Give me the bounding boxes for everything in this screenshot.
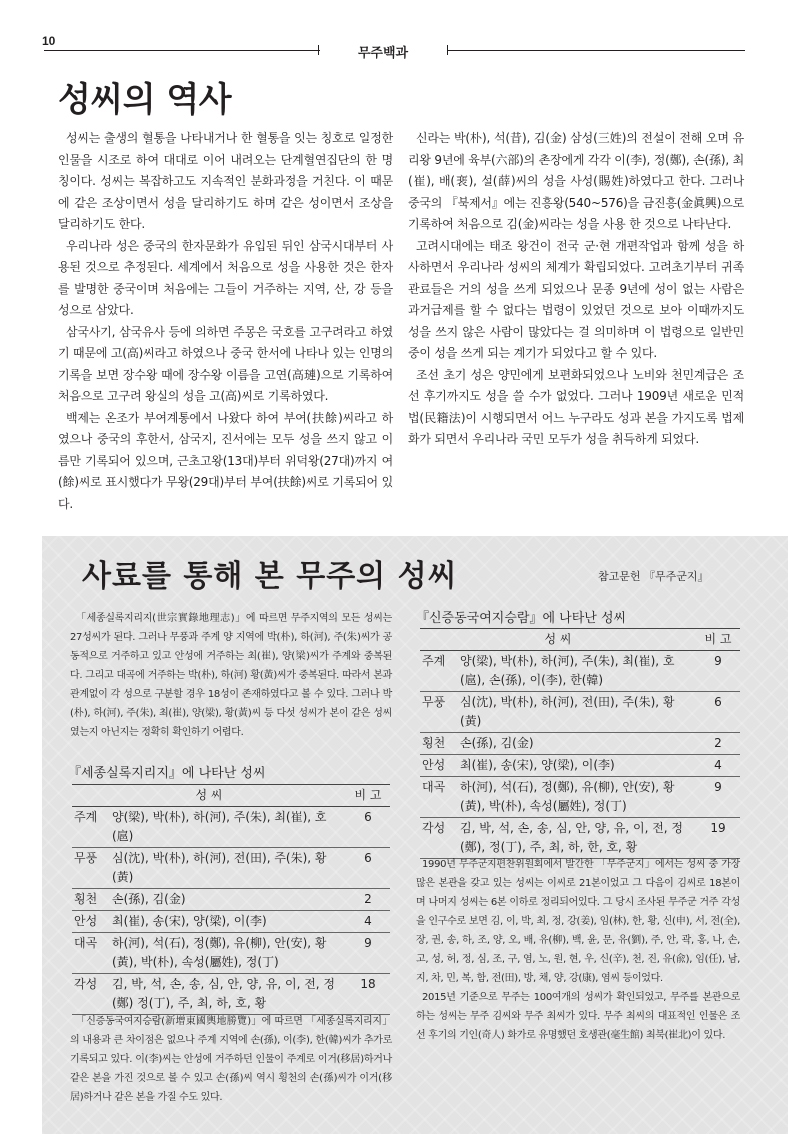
surname-cell: 양(梁), 박(朴), 하(河), 주(朱), 최(崔), 호(扈) xyxy=(112,810,327,843)
box-title: 사료를 통해 본 무주의 성씨 xyxy=(82,559,458,594)
box-paragraph: 「신증동국여지승람(新增東國輿地勝覽)」에 따르면 「세종실록지리지」의 내용과 큰 차이점은 없으나 주계 지역에 손(孫), 이(李), 한(韓)씨가 추가로 기록되고 있다. 이(李)씨는 안성에 거주하던 인물이 주계로 이거(移居)하거나 같은 본을 가진 것으로 볼 수 있고 손(孫)씨 역시 횡천의 손(孫)씨가 이거(移居)하거나 같은 본을 가질 수도 있다. xyxy=(70,1016,392,1103)
region-cell: 횡천 xyxy=(74,892,98,906)
count-cell: 19 xyxy=(710,821,726,835)
surname-cell: 김, 박, 석, 손, 송, 심, 안, 양, 유, 이, 전, 정(鄭), 정(丁), 주, 최, 하, 한, 호, 황 xyxy=(460,821,684,854)
surname-cell: 김, 박, 석, 손, 송, 심, 안, 양, 유, 이, 전, 정(鄭) 정(丁), 주, 최, 하, 호, 황 xyxy=(112,977,336,1010)
table1-title: 『세종실록지리지』에 나타난 성씨 xyxy=(68,766,266,781)
table-header-note: 비 고 xyxy=(346,785,390,807)
box-paragraph: 2015년 기준으로 무주는 100여개의 성씨가 확인되었고, 무주를 본관으로 하는 성씨는 무주 김씨와 무주 최씨가 있다. 무주 최씨의 대표적인 인물은 조선 후기의 기인(奇人) 화가로 유명했던 호생관(毫生館) 최북(崔北)이 있다. xyxy=(416,992,740,1041)
box-left-intro xyxy=(70,609,392,742)
table-header-row xyxy=(420,629,740,651)
box-left-outro xyxy=(70,1012,392,1107)
article-right-column xyxy=(408,128,744,451)
table-row xyxy=(420,755,740,777)
count-cell: 6 xyxy=(364,851,372,865)
surname-cell: 양(梁), 박(朴), 하(河), 주(朱), 최(崔), 호(扈), 손(孫), 이(李), 한(韓) xyxy=(460,654,675,687)
surname-cell: 최(崔), 송(宋), 양(梁), 이(李) xyxy=(112,914,267,928)
region-cell: 주계 xyxy=(422,654,446,668)
table-header-surname: 성 씨 xyxy=(72,785,346,807)
surname-cell: 심(沈), 박(朴), 하(河), 전(田), 주(朱), 황(黃) xyxy=(112,851,327,884)
article-paragraph: 조선 초기 성은 양민에게 보편화되었으나 노비와 천민계급은 조선 후기까지도 성을 쓸 수가 없었다. 그러나 1909년 새로운 민적법(民籍法)이 시행되면서 어느 누구라도 성과 본을 가지도록 법제화가 되면서 우리나라 국민 모두가 성을 취득하게 되었다. xyxy=(408,367,744,446)
region-cell: 횡천 xyxy=(422,736,446,750)
count-cell: 9 xyxy=(714,654,722,668)
surname-cell: 손(孫), 김(金) xyxy=(112,892,186,906)
surname-cell: 심(沈), 박(朴), 하(河), 전(田), 주(朱), 황(黃) xyxy=(460,695,675,728)
page-title: 성씨의 역사 xyxy=(58,80,232,120)
header-rule-right xyxy=(447,50,745,51)
table-row xyxy=(420,733,740,755)
region-cell: 무풍 xyxy=(422,695,446,709)
region-cell: 대곡 xyxy=(422,780,446,794)
count-cell: 2 xyxy=(364,892,372,906)
table1 xyxy=(72,784,390,1015)
article-paragraph: 성씨는 출생의 혈통을 나타내거나 한 혈통을 잇는 칭호로 일정한 인물을 시조로 하여 대대로 이어 내려오는 단계혈연집단의 한 명칭이다. 성씨는 복잡하고도 지속적인 분화과정을 거친다. 이 때문에 같은 조상이면서 성을 달리하기도 하며 같은 성이면서 조상을 달리하기도 한다. xyxy=(58,131,393,231)
count-cell: 6 xyxy=(364,810,372,824)
region-cell: 안성 xyxy=(74,914,98,928)
table-row xyxy=(420,818,740,859)
count-cell: 6 xyxy=(714,695,722,709)
box-paragraph: 「세종실록지리지(世宗實錄地理志)」에 따르면 무주지역의 모든 성씨는 27성씨가 된다. 그러나 무풍과 주계 양 지역에 박(朴), 하(河), 주(朱)씨가 공동적으로 거주하고 있고 안성에 거주하는 최(崔), 양(梁)씨가 주계와 중복된다. 그리고 대곡에 거주하는 박(朴), 하(河) 황(黃)씨가 중복된다. 따라서 본과 관계없이 각 성으로 구분할 경우 18성이 존재하였다고 볼 수 있다. 그러나 박(朴), 하(河), 주(朱), 최(崔), 양(梁), 황(黃)씨 등 다섯 성씨가 본이 같은 성씨였는지 아닌지는 정확히 확인하기 어렵다. xyxy=(70,613,392,738)
article-paragraph: 고려시대에는 태조 왕건이 전국 군·현 개편작업과 함께 성을 하사하면서 우리나라 성씨의 체계가 확립되었다. 고려초기부터 귀족 관료들은 거의 성을 쓰게 되었으나 문종 9년에 성이 없는 사람은 과거급제를 할 수 없다는 법령이 있었던 것으로 보아 이때까지도 성을 쓰지 않은 사람이 많았다는 걸 의미하며 이 법령으로 일반민중이 성을 쓰게 되는 계기가 되었다고 할 수 있다. xyxy=(408,238,744,360)
region-cell: 각성 xyxy=(422,821,446,835)
count-cell: 9 xyxy=(364,936,372,950)
table-row xyxy=(420,692,740,733)
page-number: 10 xyxy=(42,34,56,48)
table-row xyxy=(72,933,390,974)
table-row xyxy=(72,889,390,911)
surname-cell: 하(河), 석(石), 정(鄭), 유(柳), 안(安), 황(黃), 박(朴), 속성(屬姓), 정(丁) xyxy=(112,936,327,969)
box-right-text xyxy=(416,855,740,1045)
region-cell: 안성 xyxy=(422,758,446,772)
section-title: 무주백과 xyxy=(357,46,409,61)
table2-title: 『신증동국여지승람』에 나타난 성씨 xyxy=(416,611,627,626)
article-paragraph: 삼국사기, 삼국유사 등에 의하면 주몽은 국호를 고구려라고 하였기 때문에 고(高)씨라고 하였으나 중국 한서에 나타나 있는 인명의 기록을 보면 장수왕 때에 장수왕 이름을 고연(高璉)으로 기록하여 처음으로 고구려 왕실의 성을 고(高)씨로 기록하였다. xyxy=(58,324,393,403)
count-cell: 2 xyxy=(714,736,722,750)
table-header-surname: 성 씨 xyxy=(420,629,696,651)
header-rule-left xyxy=(44,50,320,51)
surname-cell: 손(孫), 김(金) xyxy=(460,736,534,750)
reference-note: 참고문헌 『무주군지』 xyxy=(598,570,709,583)
table-header-note: 비 고 xyxy=(696,629,740,651)
box-paragraph: 1990년 무주군지편찬위원회에서 발간한 「무주군지」에서는 성씨 중 가장 많은 본관을 갖고 있는 성씨는 이씨로 21본이었고 그 다음이 김씨로 18본이며 나머지 성씨는 6본 이하로 정리되어있다. 그 당시 조사된 무주군 거주 각성을 인구수로 보면 김, 이, 박, 최, 정, 강(姜), 임(林), 한, 황, 신(申), 서, 전(全), 장, 권, 송, 하, 조, 양, 오, 배, 유(柳), 백, 윤, 문, 유(劉), 주, 안, 곽, 홍, 나, 손, 고, 성, 허, 정, 심, 조, 구, 염, 노, 원, 현, 우, 신(辛), 천, 진, 유(兪), 임(任), 남, 지, 차, 민, 복, 함, 전(田), 방, 채, 양, 강(康), 염씨 등이었다. xyxy=(416,859,740,984)
table-row xyxy=(72,974,390,1015)
table2 xyxy=(420,628,740,859)
count-cell: 4 xyxy=(364,914,372,928)
region-cell: 각성 xyxy=(74,977,98,991)
count-cell: 9 xyxy=(714,780,722,794)
table-row xyxy=(420,777,740,818)
count-cell: 18 xyxy=(360,977,376,991)
count-cell: 4 xyxy=(714,758,722,772)
surname-cell: 하(河), 석(石), 정(鄭), 유(柳), 안(安), 황(黃), 박(朴), 속성(屬姓), 정(丁) xyxy=(460,780,675,813)
table-row xyxy=(72,848,390,889)
article-paragraph: 우리나라 성은 중국의 한자문화가 유입된 뒤인 삼국시대부터 사용된 것으로 추정된다. 세계에서 처음으로 성을 사용한 것은 한자를 발명한 중국이며 처음에는 그들이 거주하는 지역, 산, 강 등을 성으로 삼았다. xyxy=(58,238,393,317)
surname-cell: 최(崔), 송(宋), 양(梁), 이(李) xyxy=(460,758,615,772)
table-row xyxy=(72,911,390,933)
region-cell: 무풍 xyxy=(74,851,98,865)
region-cell: 주계 xyxy=(74,810,98,824)
article-paragraph: 백제는 온조가 부여계통에서 나왔다 하여 부여(扶餘)씨라고 하였으나 중국의 후한서, 삼국지, 진서에는 모두 성을 쓰지 않고 이름만 기록되어 있으며, 근초고왕(13대)부터 위덕왕(27대)까지 여(餘)씨로 표시했다가 무왕(29대)부터 부여(扶餘)씨로 기록되어 있다. xyxy=(58,410,393,511)
article-left-column xyxy=(58,128,393,515)
table-header-row xyxy=(72,785,390,807)
article-paragraph: 신라는 박(朴), 석(昔), 김(金) 삼성(三姓)의 전설이 전해 오며 유리왕 9년에 육부(六部)의 촌장에게 각각 이(李), 정(鄭), 손(孫), 최(崔), 배(裵), 설(薛)씨의 성을 사성(賜姓)하였다고 한다. 그러나 중국의 『북제서』에는 진흥왕(540~576)을 금진흥(金眞興)으로 기록하여 처음으로 김(金)씨라는 성을 사용 한 것으로 나타난다. xyxy=(408,131,744,231)
table-row xyxy=(420,651,740,692)
table-row xyxy=(72,807,390,848)
region-cell: 대곡 xyxy=(74,936,98,950)
